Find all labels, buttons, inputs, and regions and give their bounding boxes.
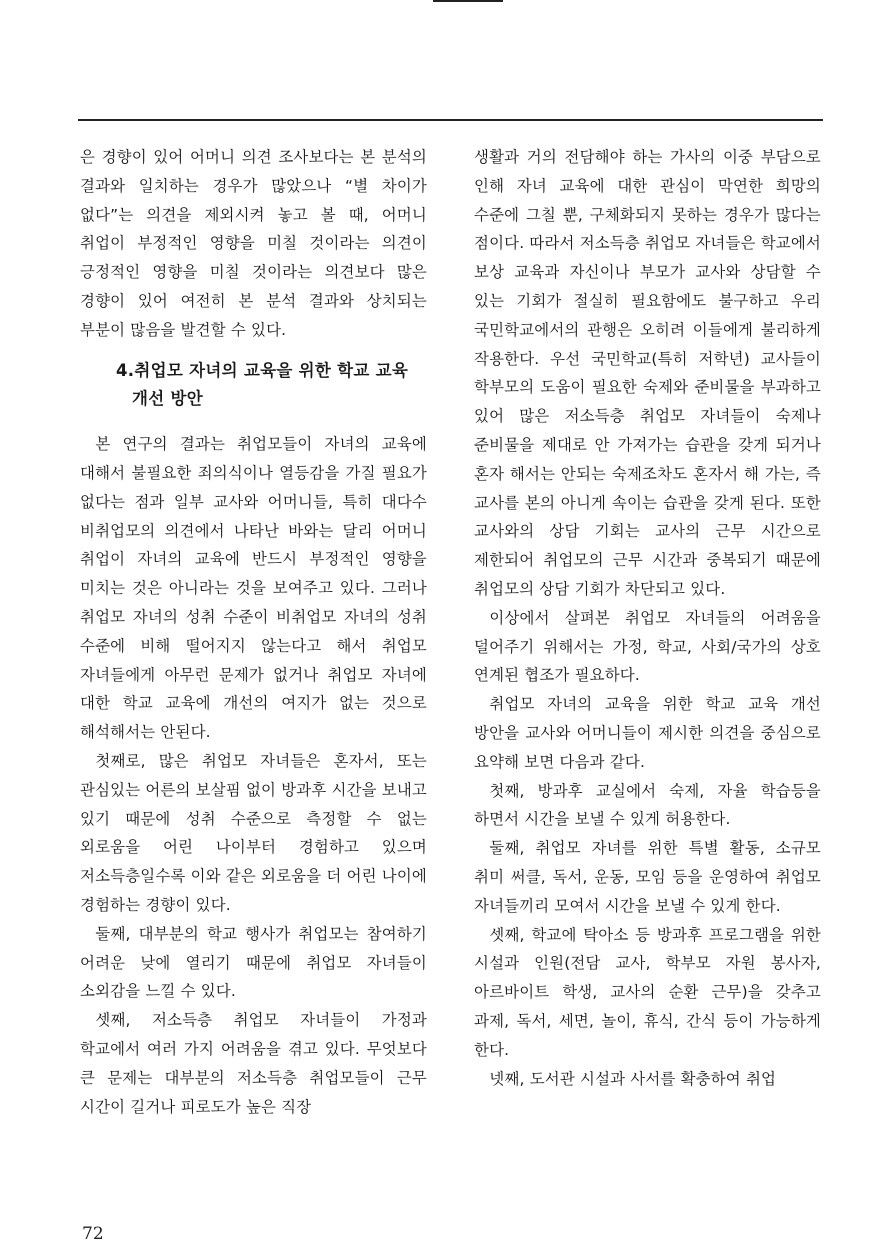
paragraph: 생활과 거의 전담해야 하는 가사의 이중 부담으로 인해 자녀 교육에 대한 관심이 막연한 희망의 수준에 그칠 뿐, 구체화되지 못하는 경우가 많다는 점이다. 따라서 저소득층 취업모 자녀들은 학교에서 보상 교육과 자신이나 부모가 교사와 상담할 수 있는 기회가 절실히 필요함에도 불구하고 우리 국민학교에서의 관행은 오히려 이들에게 불리하게 작용한다. 우선 국민학교(특히 저학년) 교사들이 학부모의 도움이 필요한 숙제와 준비물을 부과하고 있어 많은 저소득층 취업모 자녀들이 숙제나 준비물을 제대로 안 가져가는 습관을 갖게 되거나 혼자 해서는 안되는 숙제조차도 혼자서 해 가는, 즉 교사를 본의 아니게 속이는 습관을 갖게 된다. 또한 교사와의 상담 기회는 교사의 근무 시간으로 제한되어 취업모의 근무 시간과 중복되기 때문에 취업모의 상담 기회가 차단되고 있다. bbox=[474, 148, 821, 598]
paragraph: 셋째, 저소득층 취업모 자녀들이 가정과 학교에서 여러 가지 어려움을 겪고 있다. 무엇보다 큰 문제는 대부분의 저소득층 취업모들이 근무 시간이 길거나 피로도가 높은 직장 bbox=[80, 1011, 427, 1116]
paragraph: 이상에서 살펴본 취업모 자녀들의 어려움을 덜어주기 위해서는 가정, 학교, 사회/국가의 상호 연계된 협조가 필요하다. bbox=[474, 608, 821, 685]
paragraph: 둘째, 취업모 자녀를 위한 특별 활동, 소규모 취미 써클, 독서, 운동, 모임 등을 운영하여 취업모 자녀들끼리 모여서 시간을 보낼 수 있게 한다. bbox=[474, 839, 821, 915]
page-number: 72 bbox=[82, 1224, 104, 1244]
right-column bbox=[474, 143, 821, 1093]
paragraph: 취업모 자녀의 교육을 위한 학교 교육 개선 방안을 교사와 어머니들이 제시한 의견을 중심으로 요약해 보면 다음과 같다. bbox=[474, 695, 821, 771]
paragraph: 둘째, 대부분의 학교 행사가 취업모는 참여하기 어려운 낮에 열리기 때문에 취업모 자녀들이 소외감을 느낄 수 있다. bbox=[80, 924, 427, 1001]
paragraph: 셋째, 학교에 탁아소 등 방과후 프로그램을 위한 시설과 인원(전담 교사, 학부모 자원 봉사자, 아르바이트 학생, 교사의 순환 근무)을 갖추고 과제, 독서, 세면, 놀이, 휴식, 간식 등이 가능하게 한다. bbox=[474, 925, 821, 1059]
paragraph: 본 연구의 결과는 취업모들이 자녀의 교육에 대해서 불필요한 죄의식이나 열등감을 가질 필요가 없다는 점과 일부 교사와 어머니들, 특히 대다수 비취업모의 의견에서 나타난 바와는 달리 어머니 취업이 자녀의 교육에 반드시 부정적인 영향을 미치는 것은 아니라는 것을 보여주고 있다. 그러나 취업모 자녀의 성취 수준이 비취업모 자녀의 성취 수준에 비해 떨어지지 않는다고 해서 취업모 자녀들에게 아무런 문제가 없거나 취업모 자녀에 대한 학교 교육에 개선의 여지가 없는 것으로 해석해서는 안된다. bbox=[80, 435, 427, 742]
left-column bbox=[80, 143, 427, 1121]
section-heading: 4.취업모 자녀의 교육을 위한 학교 교육 개선 방안 bbox=[116, 360, 409, 409]
paragraph: 첫째로, 많은 취업모 자녀들은 혼자서, 또는 관심있는 어른의 보살핌 없이 방과후 시간을 보내고 있기 때문에 성취 수준으로 측정할 수 없는 외로움을 어린 나이부터 경험하고 있으며 저소득층일수록 이와 같은 외로움을 더 어린 나이에 경험하는 경향이 있다. bbox=[80, 751, 427, 914]
paragraph: 넷째, 도서관 시설과 사서를 확충하여 취업 bbox=[489, 1069, 777, 1088]
paragraph: 은 경향이 있어 어머니 의견 조사보다는 본 분석의 결과와 일치하는 경우가 많았으나 “별 차이가 없다”는 의견을 제외시켜 놓고 볼 때, 어머니 취업이 부정적인 영향을 미칠 것이라는 의견이 긍정적인 영향을 미칠 것이라는 의견보다 많은 경향이 있어 여전히 본 분석 결과와 상치되는 부분이 많음을 발견할 수 있다. bbox=[80, 148, 427, 339]
header-rule bbox=[78, 119, 823, 121]
top-edge-mark bbox=[433, 0, 503, 2]
paragraph: 첫째, 방과후 교실에서 숙제, 자율 학습등을 하면서 시간을 보낼 수 있게 허용한다. bbox=[474, 781, 821, 829]
